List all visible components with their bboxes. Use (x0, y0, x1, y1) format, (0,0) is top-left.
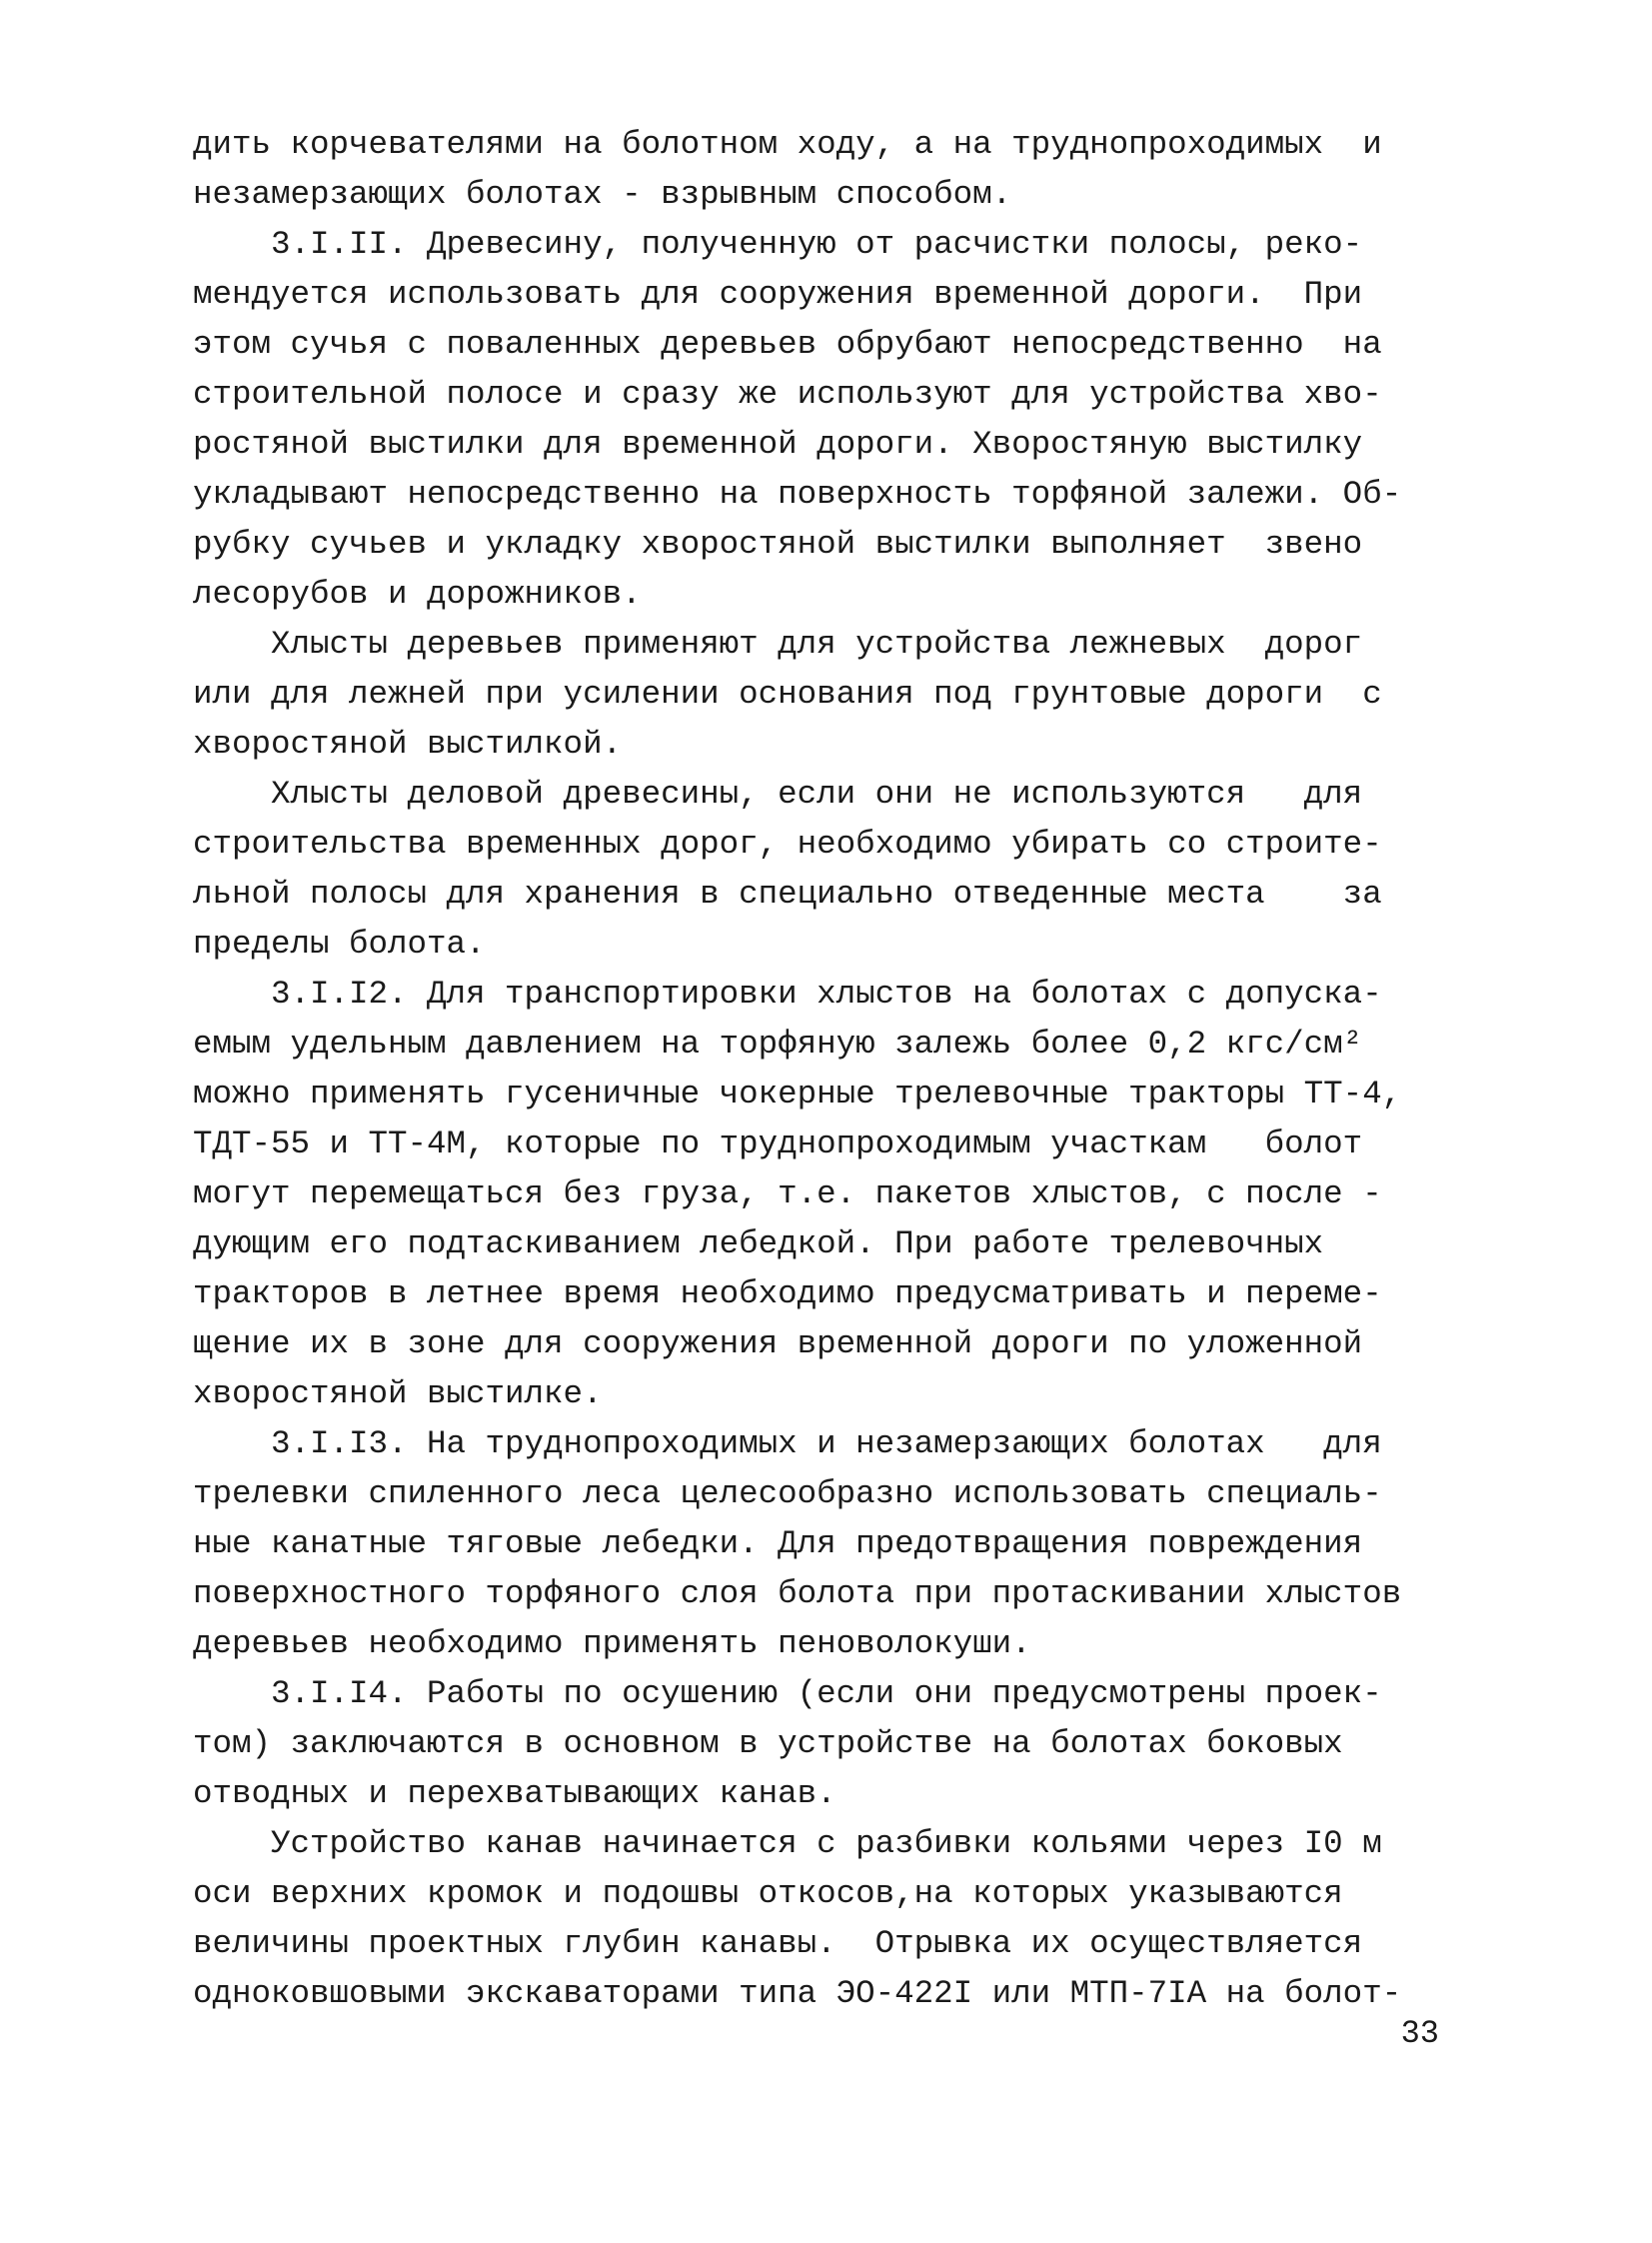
text-line: ные канатные тяговые лебедки. Для предотвращения повреждения (193, 1525, 1363, 1562)
text-line: дить корчевателями на болотном ходу, а на труднопроходимых и (193, 126, 1382, 163)
text-line: строительства временных дорог, необходимо убирать со строите- (193, 826, 1382, 863)
text-line: можно применять гусеничные чокерные трелевочные тракторы ТТ-4, (193, 1076, 1402, 1113)
text-line: рубку сучьев и укладку хворостяной выстилки выполняет звено (193, 526, 1363, 563)
text-line: хворостяной выстилке. (193, 1375, 603, 1412)
text-line: 3.I.I3. На труднопроходимых и незамерзающих болотах для (193, 1425, 1382, 1462)
text-line: тракторов в летнее время необходимо предусматривать и переме- (193, 1275, 1382, 1312)
text-line: емым удельным давлением на торфяную залежь более 0,2 кгс/см² (193, 1026, 1363, 1063)
text-line: незамерзающих болотах - взрывным способом. (193, 176, 1012, 213)
text-line: том) заключаются в основном в устройстве на болотах боковых (193, 1725, 1343, 1762)
text-line: ростяной выстилки для временной дороги. Хворостяную выстилку (193, 426, 1363, 463)
text-line: оси верхних кромок и подошвы откосов,на которых указываются (193, 1875, 1343, 1912)
text-line: ТДТ-55 и ТТ-4М, которые по труднопроходимым участкам болот (193, 1125, 1363, 1162)
page-number: 33 (1400, 2015, 1439, 2052)
text-line: Хлысты деловой древесины, если они не используются для (193, 776, 1363, 813)
text-line: щение их в зоне для сооружения временной дороги по уложенной (193, 1325, 1363, 1362)
text-line: поверхностного торфяного слоя болота при протаскивании хлыстов (193, 1575, 1402, 1612)
text-line: деревьев необходимо применять пеноволокуши. (193, 1625, 1031, 1662)
text-line: дующим его подтаскиванием лебедкой. При работе трелевочных (193, 1225, 1324, 1262)
text-line: строительной полосе и сразу же используют для устройства хво- (193, 376, 1382, 413)
text-line: 3.I.I4. Работы по осушению (если они предусмотрены проек- (193, 1675, 1382, 1712)
text-line: Хлысты деревьев применяют для устройства лежневых дорог (193, 626, 1363, 663)
text-line: отводных и перехватывающих канав. (193, 1775, 836, 1812)
text-line: или для лежней при усилении основания под грунтовые дороги с (193, 676, 1382, 713)
text-line: трелевки спиленного леса целесообразно использовать специаль- (193, 1475, 1382, 1512)
text-line: пределы болота. (193, 926, 486, 963)
text-line: льной полосы для хранения в специально отведенные места за (193, 876, 1382, 913)
text-line: величины проектных глубин канавы. Отрывка их осуществляется (193, 1925, 1363, 1962)
text-line: 3.I.II. Древесину, полученную от расчистки полосы, реко- (193, 226, 1363, 263)
text-line: лесорубов и дорожников. (193, 576, 642, 613)
text-line: Устройство канав начинается с разбивки кольями через I0 м (193, 1825, 1382, 1862)
text-line: хворостяной выстилкой. (193, 726, 623, 763)
text-line: мендуется использовать для сооружения временной дороги. При (193, 276, 1363, 313)
text-line: этом сучья с поваленных деревьев обрубают непосредственно на (193, 326, 1382, 363)
text-line: 3.I.I2. Для транспортировки хлыстов на болотах с допуска- (193, 976, 1382, 1013)
text-line: укладывают непосредственно на поверхность торфяной залежи. Об- (193, 476, 1402, 513)
text-line: одноковшовыми экскаваторами типа ЭО-422I или МТП-7IА на болот- (193, 1975, 1402, 2012)
text-line: могут перемещаться без груза, т.е. пакетов хлыстов, с после - (193, 1175, 1382, 1212)
